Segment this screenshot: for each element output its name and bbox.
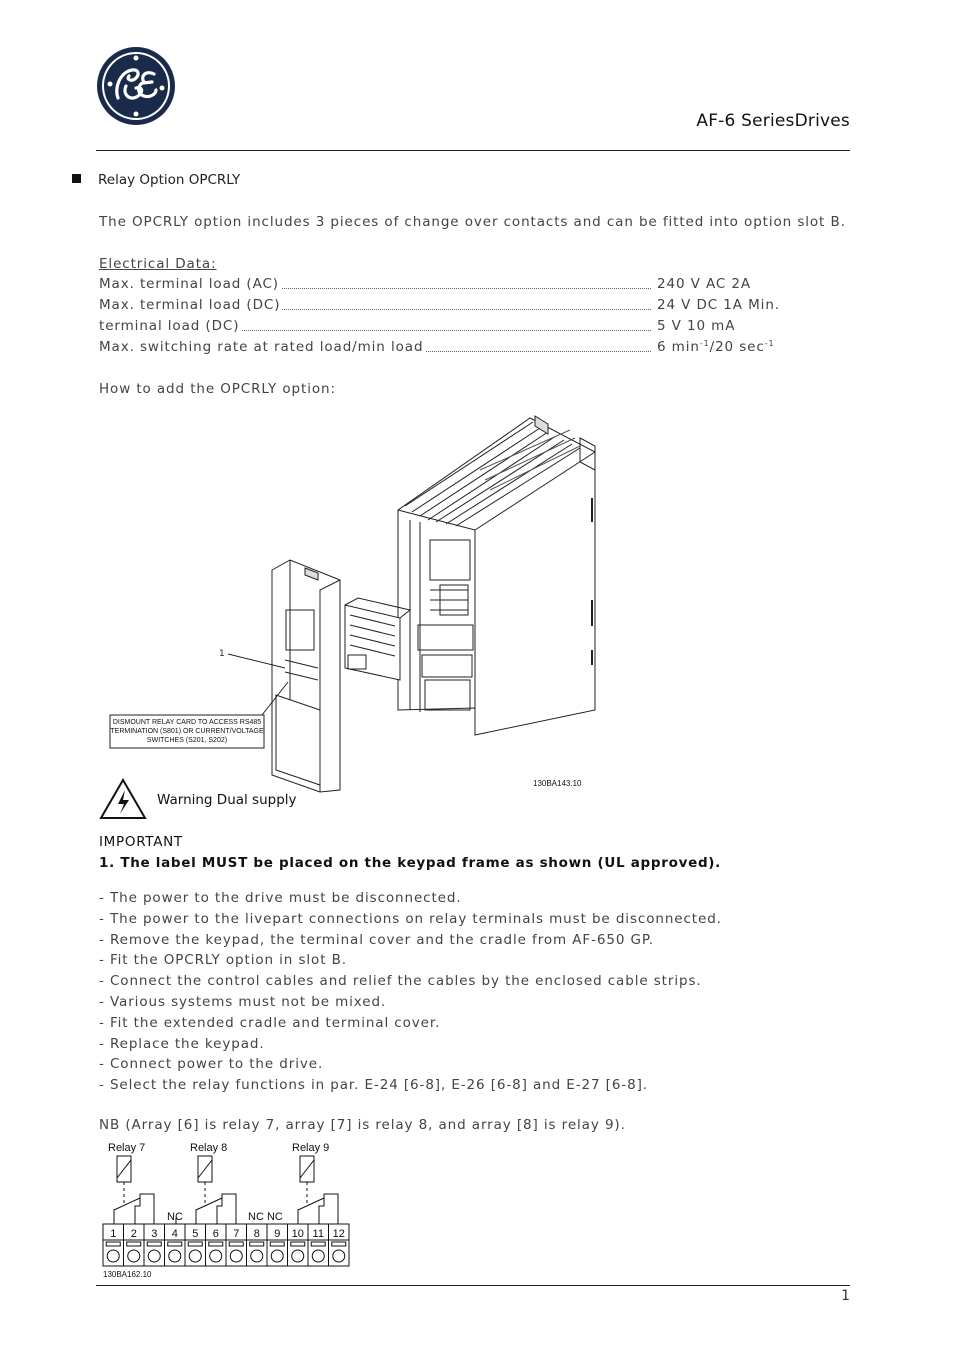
step-item: - Select the relay functions in par. E-24 [6-8], E-26 [6-8] and E-27 [6-8]. (99, 1077, 648, 1094)
relay-terminal-diagram (100, 1138, 352, 1280)
terminal-number: 11 (312, 1228, 324, 1240)
electrical-key: terminal load (DC) (99, 318, 240, 334)
terminal-slot (168, 1242, 182, 1246)
terminal-slot (147, 1242, 161, 1246)
square-bullet-icon (72, 174, 81, 183)
terminal-slot (209, 1242, 223, 1246)
step-item: - Fit the OPCRLY option in slot B. (99, 952, 347, 969)
high-voltage-warning-icon (99, 778, 147, 820)
svg-text:1: 1 (219, 649, 225, 659)
svg-text:Relay 9: Relay 9 (292, 1142, 330, 1154)
electrical-row (99, 297, 799, 315)
terminal-number: 8 (253, 1228, 260, 1240)
leader-dots (269, 288, 651, 289)
terminal-slot (270, 1242, 284, 1246)
terminal-slot (332, 1242, 346, 1246)
electrical-value: 24 V DC 1A Min. (657, 297, 780, 313)
terminal-number: 3 (151, 1228, 158, 1240)
step-item: - Connect the control cables and relief the cables by the enclosed cable strips. (99, 973, 702, 990)
terminal-number: 1 (110, 1228, 117, 1240)
terminal-number: 6 (212, 1228, 219, 1240)
electrical-value: 240 V AC 2A (657, 276, 752, 292)
step-item: - Remove the keypad, the terminal cover and the cradle from AF-650 GP. (99, 931, 654, 948)
svg-text:130BA143.10: 130BA143.10 (533, 779, 582, 788)
leader-dots (415, 351, 651, 352)
terminal-slot (250, 1242, 264, 1246)
how-to-heading: How to add the OPCRLY option: (99, 381, 336, 397)
electrical-value: 6 $\min^{-1}/20$ $\sec^{-1}$ (657, 339, 775, 355)
terminal-slot (229, 1242, 243, 1246)
terminal-screw (169, 1250, 181, 1262)
terminal-number: 2 (130, 1228, 137, 1240)
opcrly-installation-drawing (100, 410, 610, 800)
important-heading: IMPORTANT (99, 834, 183, 850)
warning-text: Warning Dual supply (157, 792, 297, 808)
footer-divider (96, 1285, 850, 1286)
intro-paragraph: The OPCRLY option includes 3 pieces of change over contacts and can be fitted into option slot B. (99, 214, 846, 230)
svg-text:130BA162.10: 130BA162.10 (103, 1270, 152, 1279)
electrical-data-label: Electrical Data: (99, 256, 217, 272)
terminal-number: 9 (274, 1228, 281, 1240)
terminal-screw (128, 1250, 140, 1262)
electrical-row (99, 318, 799, 336)
svg-text:NC NC: NC NC (248, 1211, 283, 1223)
leader-dots (271, 309, 651, 310)
installation-steps (99, 888, 722, 1096)
terminal-screw (292, 1250, 304, 1262)
terminal-screw (333, 1250, 345, 1262)
svg-text:SWITCHES (S201, S202): SWITCHES (S201, S202) (146, 737, 228, 744)
terminal-screw (271, 1250, 283, 1262)
terminal-screw (230, 1250, 242, 1262)
terminal-screw (189, 1250, 201, 1262)
terminal-screw (210, 1250, 222, 1262)
terminal-screw (251, 1250, 263, 1262)
svg-text:TERMINATION (S801) OR CURRENT/: TERMINATION (S801) OR CURRENT/VOLTAGE (110, 728, 264, 735)
terminal-screw (312, 1250, 324, 1262)
step-item: - Various systems must not be mixed. (99, 993, 387, 1010)
important-label-rule: 1. The label MUST be placed on the keypad frame as shown (UL approved). (99, 855, 721, 871)
terminal-slot (127, 1242, 141, 1246)
header-divider (96, 150, 850, 151)
step-item: - Replace the keypad. (99, 1035, 265, 1052)
document-title: AF-6 SeriesDrives (696, 111, 850, 131)
step-item: - The power to the livepart connections on relay terminals must be disconnected. (99, 910, 722, 927)
terminal-slot (188, 1242, 202, 1246)
electrical-row (99, 339, 799, 357)
terminal-slot (311, 1242, 325, 1246)
array-note: NB (Array [6] is relay 7, array [7] is relay 8, and array [8] is relay 9). (99, 1117, 626, 1133)
terminal-slot (291, 1242, 305, 1246)
terminal-number: 5 (192, 1228, 199, 1240)
svg-text:DISMOUNT RELAY CARD TO ACCESS: DISMOUNT RELAY CARD TO ACCESS RS485 (112, 719, 262, 726)
leader-dots (229, 330, 651, 331)
svg-text:NC: NC (167, 1211, 183, 1223)
ge-logo (96, 46, 176, 126)
electrical-value: 5 V 10 mA (657, 318, 736, 334)
terminal-screw (107, 1250, 119, 1262)
step-item: - Fit the extended cradle and terminal cover. (99, 1014, 441, 1031)
terminal-screw (148, 1250, 160, 1262)
step-item: - Connect power to the drive. (99, 1056, 324, 1073)
section-title: Relay Option OPCRLY (98, 172, 241, 188)
electrical-key: Max. terminal load (DC) (99, 297, 281, 313)
electrical-key: Max. switching rate at rated load/min load (99, 339, 424, 355)
terminal-slot (106, 1242, 120, 1246)
terminal-number: 10 (291, 1228, 304, 1240)
electrical-key: Max. terminal load (AC) (99, 276, 279, 292)
terminal-number: 12 (332, 1228, 345, 1240)
terminal-number: 4 (171, 1228, 178, 1240)
page-number: 1 (841, 1288, 850, 1304)
svg-text:Relay 8: Relay 8 (190, 1142, 228, 1154)
terminal-number: 7 (233, 1228, 240, 1240)
section-heading (72, 172, 240, 188)
electrical-row (99, 276, 799, 294)
step-item: - The power to the drive must be disconnected. (99, 890, 462, 906)
svg-text:Relay 7: Relay 7 (108, 1142, 146, 1154)
